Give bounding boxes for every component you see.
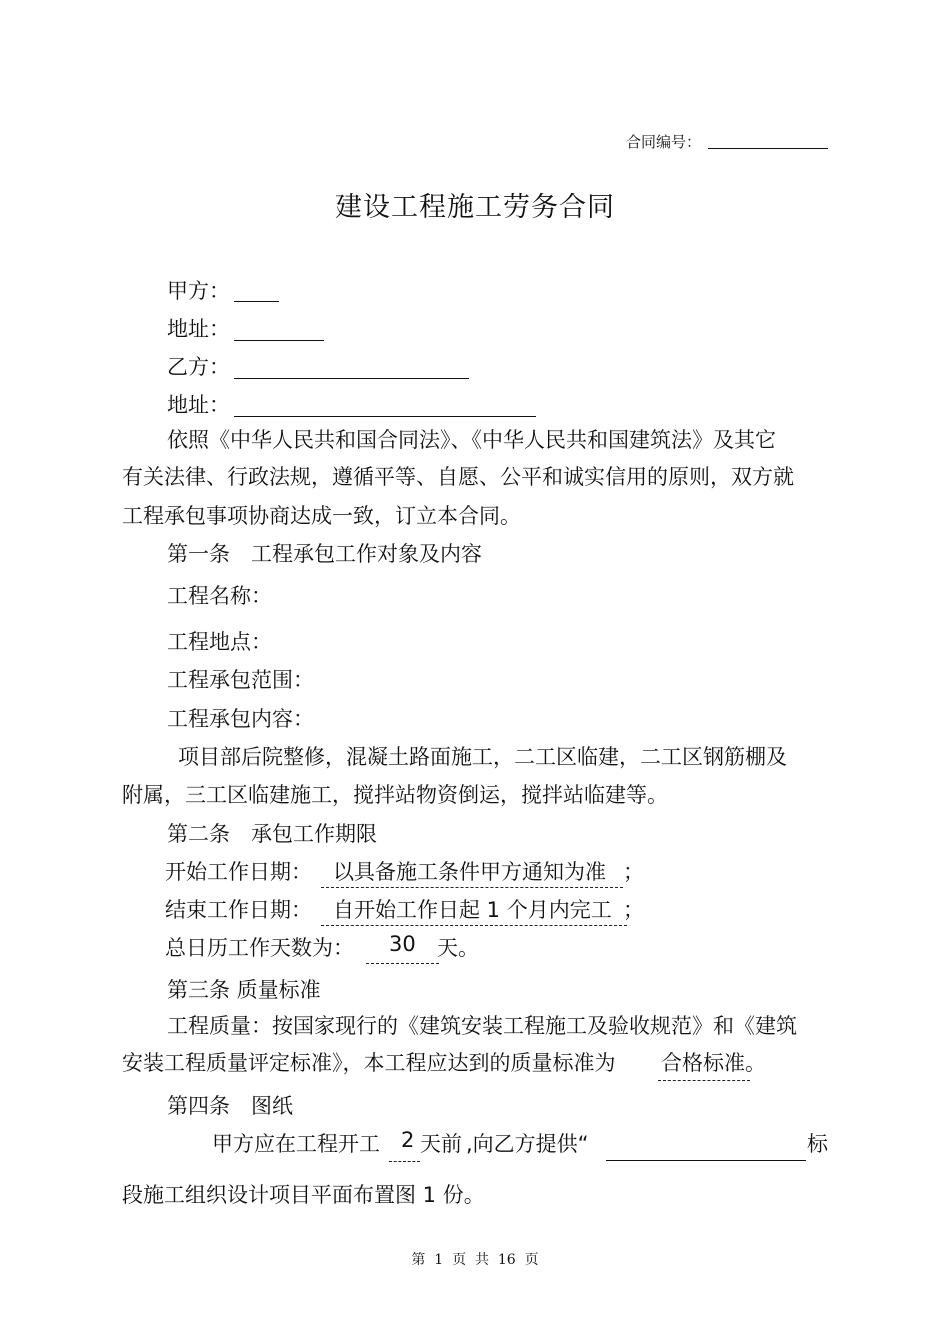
start-date-tail: ； bbox=[623, 860, 644, 884]
page-footer: 第 1 页 共 16 页 bbox=[411, 1252, 539, 1268]
drawings-line-2: 段施工组织设计项目平面布置图 1 份。 bbox=[122, 1183, 485, 1207]
total-days-label: 总日历工作天数为： bbox=[165, 936, 354, 960]
drawings-days-underline bbox=[389, 1161, 420, 1162]
contract-number-blank bbox=[708, 148, 828, 149]
party-a-blank bbox=[234, 301, 279, 302]
quality-line-1: 工程质量：按国家现行的《建筑安装工程施工及验收规范》和《建筑 bbox=[167, 1014, 797, 1038]
address-b-blank bbox=[234, 416, 536, 417]
quality-standard-value: 合格标准 bbox=[661, 1051, 745, 1075]
drawings-days-value: 2 bbox=[401, 1128, 415, 1152]
drawings-line-1-prefix: 甲方应在工程开工 bbox=[212, 1132, 380, 1156]
address-a-blank bbox=[234, 340, 324, 341]
end-date-label: 结束工作日期： bbox=[165, 898, 312, 922]
end-date-tail: ； bbox=[623, 898, 644, 922]
preamble-line-3: 工程承包事项协商达成一致，订立本合同。 bbox=[122, 504, 521, 528]
address-b-label: 地址： bbox=[167, 393, 230, 417]
quality-line-2-end: 。 bbox=[745, 1051, 766, 1075]
article-4-heading: 第四条 图纸 bbox=[167, 1094, 293, 1118]
preamble-line-2: 有关法律、行政法规，遵循平等、自愿、公平和诚实信用的原则，双方就 bbox=[122, 465, 794, 489]
start-date-underline bbox=[321, 887, 623, 888]
address-a-label: 地址： bbox=[167, 317, 230, 341]
quality-line-2-prefix: 安装工程质量评定标准》，本工程应达到的质量标准为 bbox=[122, 1051, 616, 1075]
contract-number-label: 合同编号： bbox=[626, 133, 702, 151]
document-title: 建设工程施工劳务合同 bbox=[335, 192, 615, 223]
content-line-2: 附属，三工区临建施工，搅拌站物资倒运，搅拌站临建等。 bbox=[122, 783, 668, 807]
drawings-days-unit: 天前 bbox=[420, 1132, 462, 1156]
article-3-heading: 第三条 质量标准 bbox=[167, 978, 321, 1002]
total-days-underline bbox=[366, 963, 439, 964]
section-name-blank bbox=[606, 1160, 806, 1161]
preamble-line-1: 依照《中华人民共和国合同法》、《中华人民共和国建筑法》及其它 bbox=[167, 428, 776, 452]
project-site-label: 工程地点： bbox=[167, 630, 272, 654]
project-name-label: 工程名称： bbox=[167, 584, 272, 608]
party-b-blank bbox=[234, 378, 469, 379]
article-1-heading: 第一条 工程承包工作对象及内容 bbox=[167, 542, 482, 566]
end-date-underline bbox=[321, 925, 627, 926]
quality-standard-underline bbox=[658, 1080, 750, 1081]
scope-label: 工程承包范围： bbox=[167, 668, 314, 692]
end-date-value: 自开始工作日起 1 个月内完工 bbox=[333, 898, 612, 922]
total-days-value: 30 bbox=[389, 932, 416, 956]
start-date-label: 开始工作日期： bbox=[165, 860, 312, 884]
drawings-line-1-post: ,向乙方提供“ bbox=[466, 1132, 589, 1156]
total-days-unit: 天。 bbox=[437, 936, 479, 960]
party-a-label: 甲方： bbox=[167, 279, 230, 303]
drawings-line-1-end: 标 bbox=[807, 1132, 828, 1156]
content-label: 工程承包内容： bbox=[167, 707, 314, 731]
content-line-1: 项目部后院整修，混凝土路面施工，二工区临建，二工区钢筋棚及 bbox=[178, 745, 787, 769]
start-date-value: 以具备施工条件甲方通知为准 bbox=[333, 860, 606, 884]
party-b-label: 乙方： bbox=[167, 355, 230, 379]
article-2-heading: 第二条 承包工作期限 bbox=[167, 822, 377, 846]
